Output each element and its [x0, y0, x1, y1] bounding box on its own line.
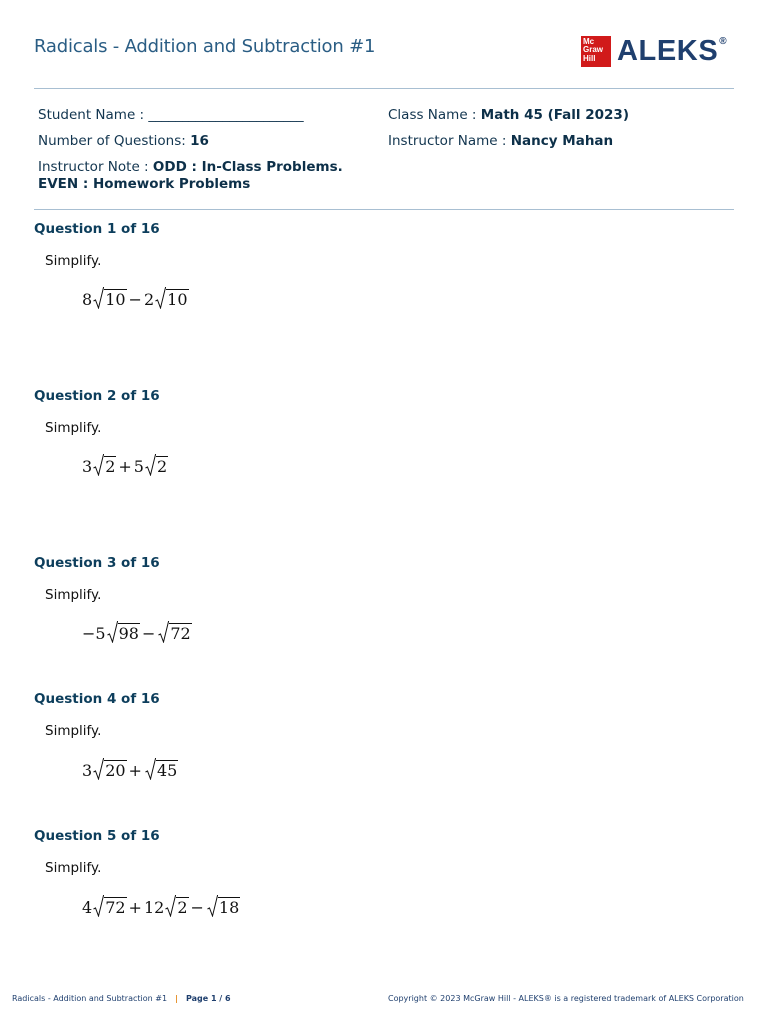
- radicand: 2: [105, 457, 116, 476]
- student-name-field: [38, 107, 304, 123]
- question-heading: Question 1 of 16: [34, 221, 160, 237]
- logo-line: Graw: [583, 45, 604, 54]
- number-of-questions-value: 16: [190, 133, 209, 149]
- math-operator: −: [141, 624, 156, 643]
- page-number: Page 1 / 6: [185, 994, 231, 1003]
- question-expression: [82, 285, 189, 309]
- radicand: 18: [218, 898, 240, 917]
- radicand: 20: [105, 761, 126, 780]
- question-expression: [82, 619, 192, 643]
- radical: [207, 895, 240, 917]
- math-coefficient: 8: [82, 290, 93, 309]
- radical: [107, 621, 140, 643]
- radical-sign-icon: [155, 287, 166, 309]
- radical: [93, 287, 126, 309]
- question-prompt: Simplify.: [45, 420, 102, 436]
- question-expression: [82, 452, 168, 476]
- radical: [93, 895, 126, 917]
- instructor-name-label: Instructor Name :: [388, 133, 511, 149]
- radicand: 45: [156, 761, 178, 780]
- radical-sign-icon: [93, 454, 104, 476]
- radical-sign-icon: [158, 621, 169, 643]
- radical-sign-icon: [93, 895, 104, 917]
- question-heading: Question 5 of 16: [34, 828, 160, 844]
- radical-sign-icon: [145, 758, 156, 780]
- radical-sign-icon: [107, 621, 118, 643]
- math-coefficient: 3: [82, 457, 93, 476]
- footer-doc-title: Radicals - Addition and Subtraction #1: [12, 994, 168, 1003]
- aleks-wordmark: [617, 35, 727, 67]
- radicand: 72: [170, 624, 191, 643]
- question-prompt: Simplify.: [45, 587, 102, 603]
- radicand: 10: [105, 290, 126, 309]
- question-heading: Question 4 of 16: [34, 691, 160, 707]
- question-expression: [82, 893, 240, 917]
- math-operator: −: [190, 898, 204, 917]
- question-prompt: Simplify.: [45, 253, 102, 269]
- question-expression: [82, 756, 178, 780]
- info-divider: [34, 209, 734, 210]
- footer-left: [12, 994, 231, 1003]
- number-of-questions-field: [38, 133, 209, 149]
- radical: [145, 454, 168, 476]
- radicand: 98: [118, 624, 139, 643]
- brand-name: ALEKS: [617, 35, 719, 67]
- math-operator: −: [128, 290, 142, 309]
- instructor-note-value-even: EVEN : Homework Problems: [38, 176, 251, 192]
- instructor-name-field: [388, 133, 613, 149]
- radical-sign-icon: [165, 895, 176, 917]
- document-title: Radicals - Addition and Subtraction #1: [34, 36, 376, 57]
- radical: [155, 287, 188, 309]
- math-coefficient: 2: [143, 290, 155, 309]
- radicand: 2: [156, 457, 168, 476]
- number-of-questions-label: Number of Questions:: [38, 133, 191, 149]
- question-heading: Question 3 of 16: [34, 555, 160, 571]
- radicand: 2: [177, 898, 188, 917]
- radical-sign-icon: [93, 287, 104, 309]
- radicand: 10: [167, 290, 188, 309]
- instructor-name-value: Nancy Mahan: [510, 133, 614, 149]
- math-coefficient: 12: [143, 898, 165, 917]
- math-operator: +: [128, 761, 142, 780]
- logo-line: Mc: [583, 36, 595, 46]
- radical-sign-icon: [207, 895, 218, 917]
- class-name-field: [388, 107, 629, 123]
- class-name-value: Math 45 (Fall 2023): [480, 107, 629, 123]
- radical: [145, 758, 178, 780]
- class-name-label: Class Name :: [388, 107, 481, 123]
- instructor-note-label: Instructor Note :: [38, 159, 153, 175]
- instructor-note-value-odd: ODD : In-Class Problems.: [152, 159, 343, 175]
- student-name-label: Student Name :: [38, 107, 149, 123]
- mcgraw-hill-logo: [581, 36, 611, 67]
- question-heading: Question 2 of 16: [34, 388, 160, 404]
- radical: [158, 621, 191, 643]
- math-operator: +: [128, 898, 142, 917]
- radical: [93, 454, 116, 476]
- radical: [93, 758, 126, 780]
- student-name-blank: _______________________: [148, 107, 304, 123]
- math-coefficient: −5: [82, 624, 106, 643]
- radicand: 72: [105, 898, 126, 917]
- math-operator: +: [118, 457, 132, 476]
- brand-logo: [581, 35, 727, 67]
- radical-sign-icon: [93, 758, 104, 780]
- radical: [165, 895, 188, 917]
- math-coefficient: 5: [133, 457, 144, 476]
- question-prompt: Simplify.: [45, 723, 102, 739]
- instructor-note-field: [38, 159, 343, 193]
- radical-sign-icon: [145, 454, 156, 476]
- math-coefficient: 3: [82, 761, 93, 780]
- registered-mark: ®: [719, 36, 728, 47]
- footer-separator: |: [175, 994, 178, 1003]
- math-coefficient: 4: [82, 898, 93, 917]
- header-divider: [34, 88, 734, 89]
- logo-line: Hill: [583, 53, 596, 63]
- footer-copyright: Copyright © 2023 McGraw Hill - ALEKS® is a registered trademark of ALEKS Corporation: [388, 994, 744, 1003]
- question-prompt: Simplify.: [45, 860, 102, 876]
